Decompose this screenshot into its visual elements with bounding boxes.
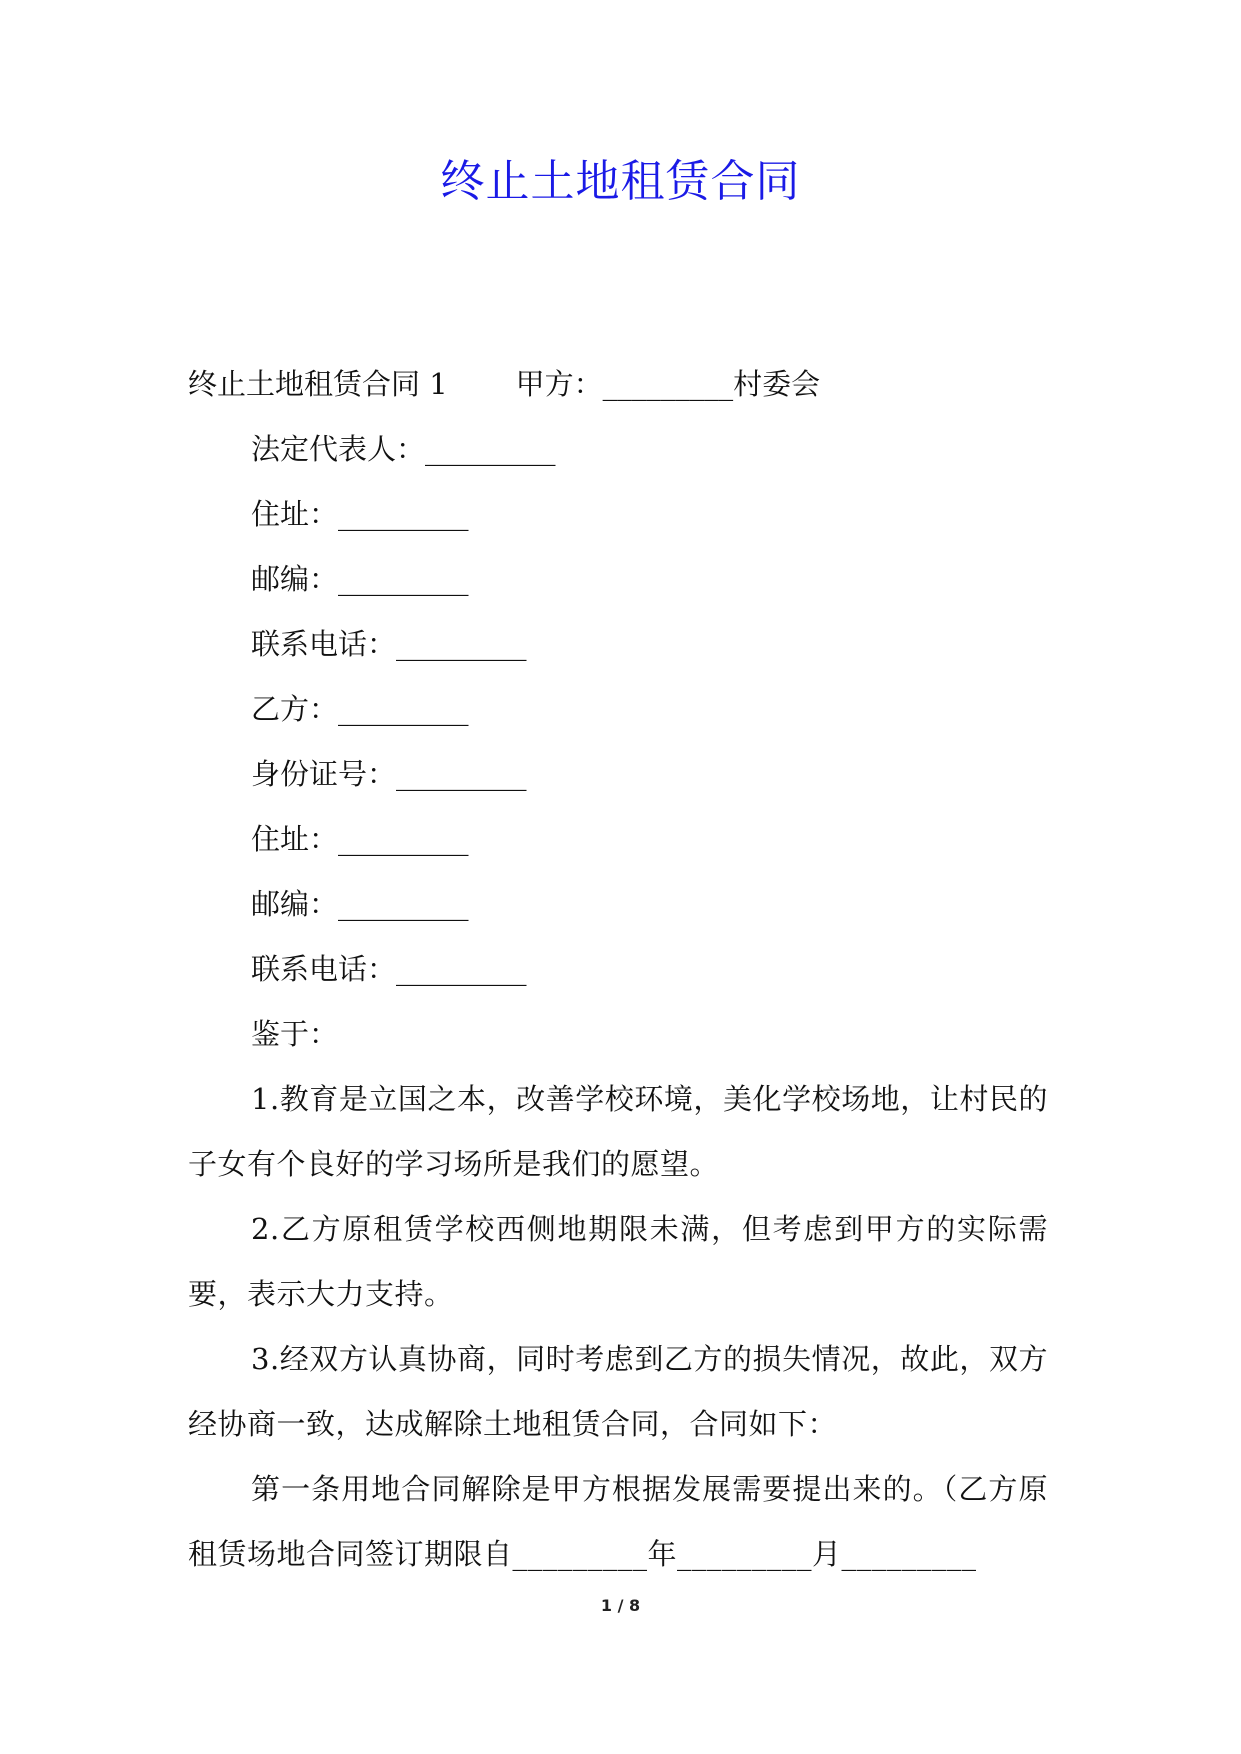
party-a-phone-field: 联系电话：_________ [251,627,527,661]
party-a-postcode-field: 邮编：_________ [251,562,469,596]
party-b-postcode-field: 邮编：_________ [251,887,469,921]
party-b-field: 乙方：_________ [251,692,469,726]
article-1: 第一条用地合同解除是甲方根据发展需要提出来的。（乙方原租赁场地合同签订期限自_________年_________月_________ [188,1472,1048,1571]
paragraph-3: 3.经双方认真协商，同时考虑到乙方的损失情况，故此，双方经协商一致，达成解除土地租赁合同，合同如下： [188,1342,1048,1441]
legal-representative-field: 法定代表人：_________ [251,432,556,466]
party-a-field: 甲方：_________村委会 [515,367,821,401]
contract-heading-inline: 终止土地租赁合同 1 [188,367,448,401]
paragraph-2: 2.乙方原租赁学校西侧地期限未满，但考虑到甲方的实际需要，表示大力支持。 [188,1212,1048,1311]
party-b-address-field: 住址：_________ [251,822,469,856]
party-b-phone-field: 联系电话：_________ [251,952,527,986]
page-indicator: 1 / 8 [600,1596,641,1615]
paragraph-1: 1.教育是立国之本，改善学校环境，美化学校场地，让村民的子女有个良好的学习场所是我们的愿望。 [188,1082,1048,1181]
whereas-label: 鉴于： [251,1017,339,1051]
party-b-id-field: 身份证号：_________ [251,757,527,791]
party-a-address-field: 住址：_________ [251,497,469,531]
first-line [188,352,1048,417]
document-body [188,352,1048,1587]
document-title: 终止土地租赁合同 [440,156,801,207]
